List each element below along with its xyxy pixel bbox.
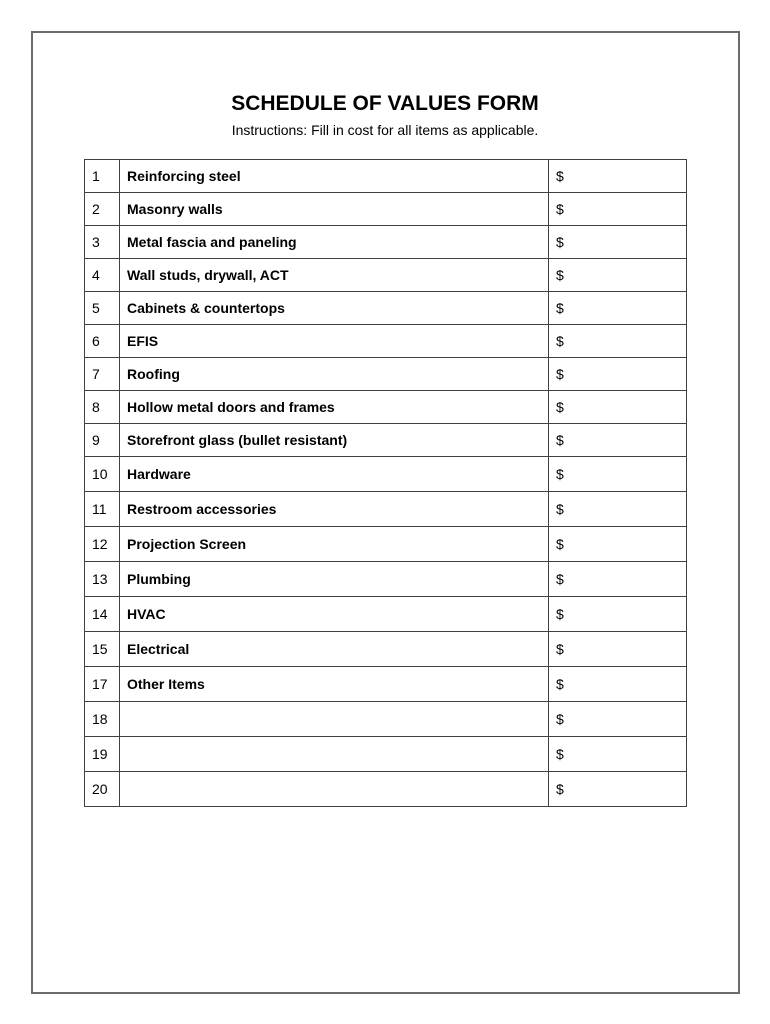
form-title: SCHEDULE OF VALUES FORM (231, 92, 539, 115)
row-cost-field[interactable]: $ (549, 597, 687, 632)
row-cost-field[interactable]: $ (549, 667, 687, 702)
row-cost-field[interactable]: $ (549, 772, 687, 807)
row-item: Wall studs, drywall, ACT (120, 259, 549, 292)
table-row (85, 772, 687, 807)
table-row (85, 562, 687, 597)
row-number: 13 (85, 562, 120, 597)
table-row (85, 358, 687, 391)
row-cost-field[interactable]: $ (549, 492, 687, 527)
row-number: 6 (85, 325, 120, 358)
row-cost-field[interactable]: $ (549, 193, 687, 226)
row-number: 15 (85, 632, 120, 667)
row-cost-field[interactable]: $ (549, 325, 687, 358)
row-item: Storefront glass (bullet resistant) (120, 424, 549, 457)
table-row (85, 325, 687, 358)
row-item: Masonry walls (120, 193, 549, 226)
row-item: Hollow metal doors and frames (120, 391, 549, 424)
row-number: 7 (85, 358, 120, 391)
row-item: HVAC (120, 597, 549, 632)
schedule-of-values-table (84, 159, 687, 807)
row-cost-field[interactable]: $ (549, 391, 687, 424)
table-row (85, 702, 687, 737)
row-number: 18 (85, 702, 120, 737)
table-row (85, 391, 687, 424)
row-number: 3 (85, 226, 120, 259)
table-row (85, 527, 687, 562)
table-row (85, 492, 687, 527)
row-item-field[interactable] (120, 702, 549, 737)
table-row (85, 667, 687, 702)
form-instructions: Instructions: Fill in cost for all items as applicable. (231, 122, 539, 138)
table-row (85, 292, 687, 325)
row-cost-field[interactable]: $ (549, 562, 687, 597)
row-item: Hardware (120, 457, 549, 492)
row-cost-field[interactable]: $ (549, 424, 687, 457)
row-cost-field[interactable]: $ (549, 527, 687, 562)
table-row (85, 226, 687, 259)
row-number: 12 (85, 527, 120, 562)
row-cost-field[interactable]: $ (549, 702, 687, 737)
row-item-field[interactable] (120, 772, 549, 807)
row-item: Projection Screen (120, 527, 549, 562)
table-row (85, 632, 687, 667)
table-row (85, 457, 687, 492)
row-number: 19 (85, 737, 120, 772)
row-cost-field[interactable]: $ (549, 292, 687, 325)
row-cost-field[interactable]: $ (549, 457, 687, 492)
row-item-field[interactable] (120, 737, 549, 772)
table-row (85, 160, 687, 193)
row-number: 10 (85, 457, 120, 492)
row-cost-field[interactable]: $ (549, 226, 687, 259)
table-row (85, 597, 687, 632)
row-item: Plumbing (120, 562, 549, 597)
row-number: 8 (85, 391, 120, 424)
row-item: Reinforcing steel (120, 160, 549, 193)
row-number: 2 (85, 193, 120, 226)
row-number: 20 (85, 772, 120, 807)
row-item: Roofing (120, 358, 549, 391)
row-item: Electrical (120, 632, 549, 667)
table-row (85, 424, 687, 457)
row-item: EFIS (120, 325, 549, 358)
row-item: Other Items (120, 667, 549, 702)
row-cost-field[interactable]: $ (549, 737, 687, 772)
row-number: 5 (85, 292, 120, 325)
row-number: 17 (85, 667, 120, 702)
table-row (85, 259, 687, 292)
row-cost-field[interactable]: $ (549, 160, 687, 193)
row-number: 1 (85, 160, 120, 193)
row-number: 9 (85, 424, 120, 457)
row-number: 4 (85, 259, 120, 292)
row-cost-field[interactable]: $ (549, 259, 687, 292)
row-item: Cabinets & countertops (120, 292, 549, 325)
row-number: 11 (85, 492, 120, 527)
row-cost-field[interactable]: $ (549, 358, 687, 391)
table-row (85, 737, 687, 772)
row-cost-field[interactable]: $ (549, 632, 687, 667)
row-item: Restroom accessories (120, 492, 549, 527)
table-row (85, 193, 687, 226)
row-number: 14 (85, 597, 120, 632)
row-item: Metal fascia and paneling (120, 226, 549, 259)
